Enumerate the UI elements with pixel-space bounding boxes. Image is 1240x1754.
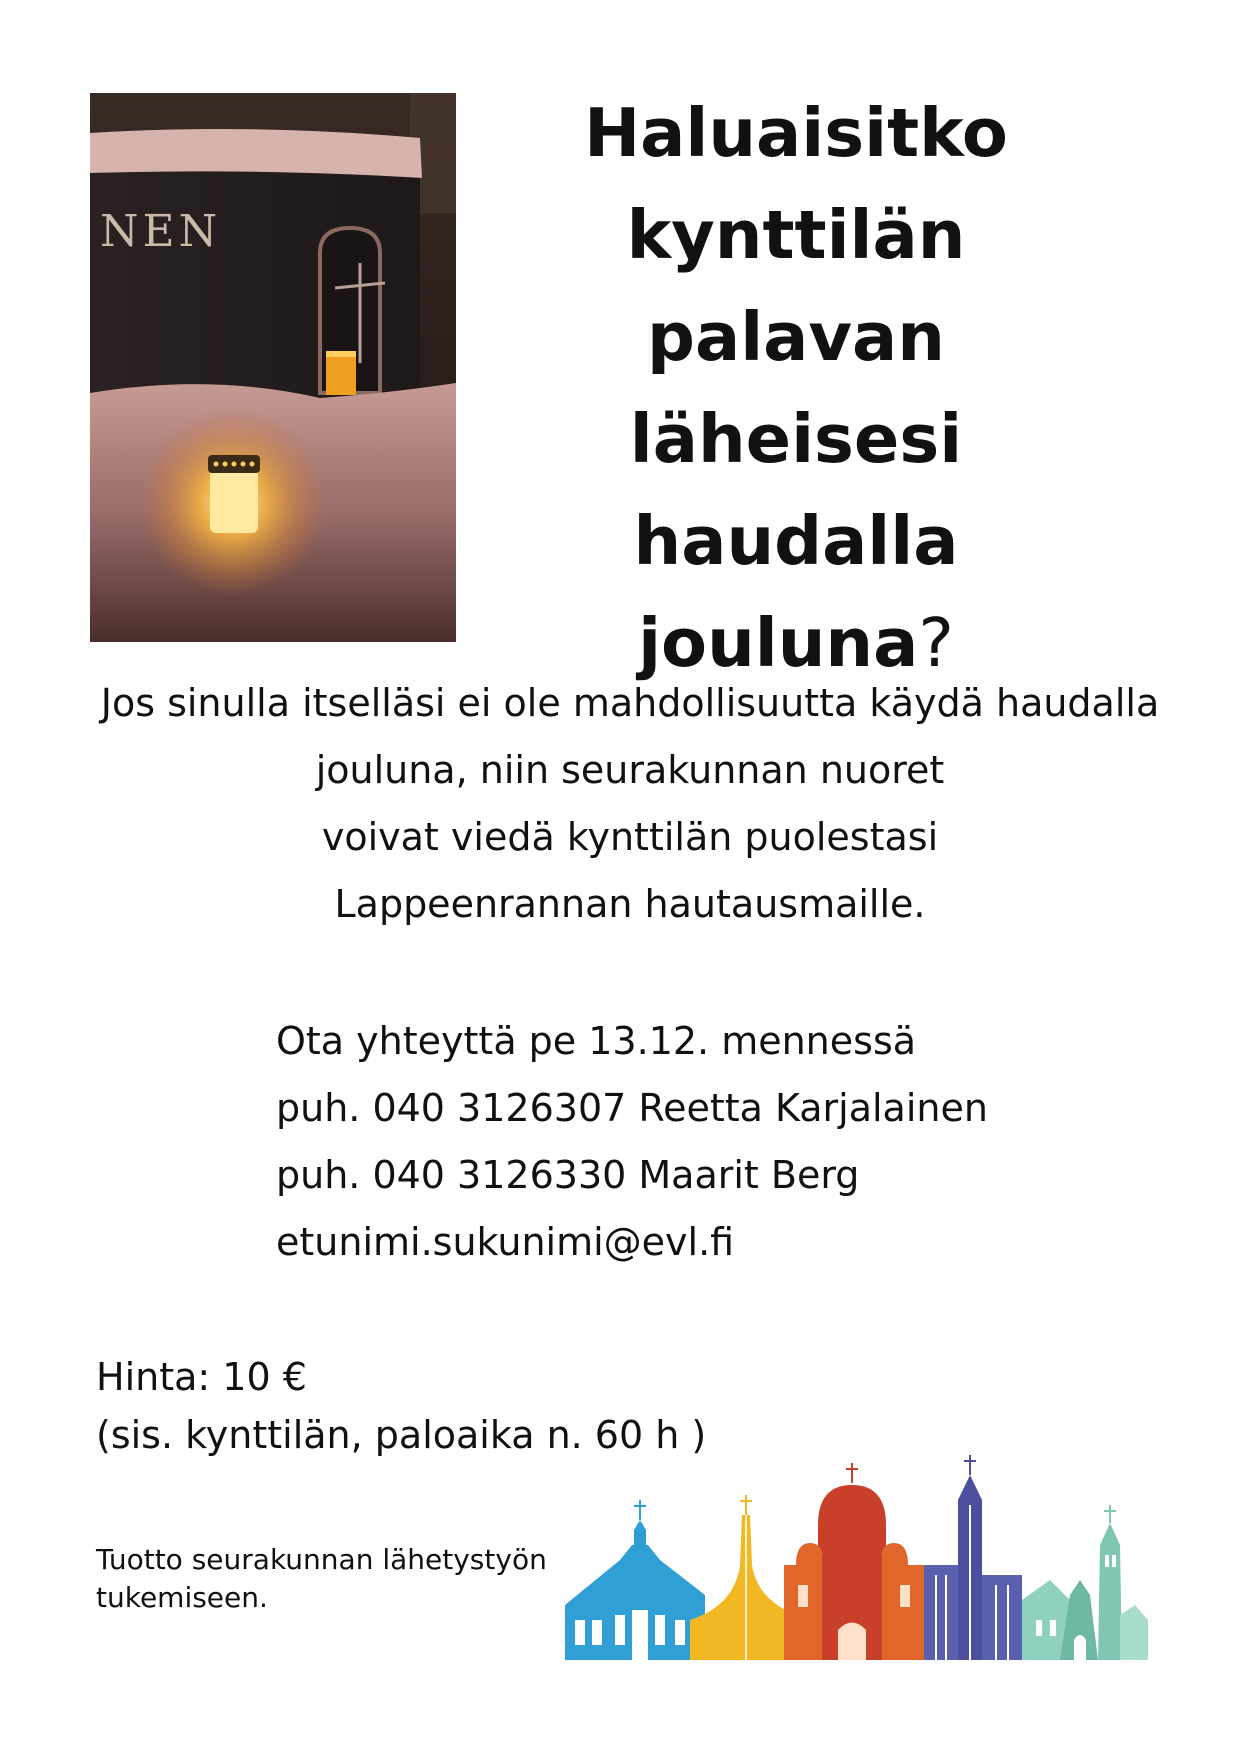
intro-line-3: voivat viedä kynttilän puolestasi xyxy=(321,815,939,859)
grave-candle-illustration xyxy=(90,93,456,642)
contact-deadline: Ota yhteyttä pe 13.12. mennessä xyxy=(276,1019,917,1063)
indigo-church xyxy=(924,1455,1022,1660)
headline xyxy=(480,82,1112,694)
headline-line-1: Haluaisitko xyxy=(584,94,1008,172)
contact-phone-reetta[interactable]: puh. 040 3126307 Reetta Karjalainen xyxy=(276,1086,988,1130)
headline-line-2: kynttilän xyxy=(626,196,966,274)
intro-line-4: Lappeenrannan hautausmaille. xyxy=(334,882,926,926)
blue-church xyxy=(565,1500,705,1660)
price-info xyxy=(96,1348,996,1464)
intro-line-1: Jos sinulla itselläsi ei ole mahdollisuutta käydä haudalla xyxy=(100,681,1160,725)
headline-line-3: palavan läheisesi xyxy=(629,298,963,478)
engraved-text: NEN xyxy=(100,206,222,257)
headline-question-mark: ? xyxy=(918,604,954,682)
church-skyline-logo xyxy=(560,1455,1148,1665)
red-church xyxy=(784,1463,924,1660)
price-note: (sis. kynttilän, paloaika n. 60 h ) xyxy=(96,1413,707,1457)
contact-email[interactable]: etunimi.sukunimi@evl.fi xyxy=(276,1220,735,1264)
grave-candle-photo xyxy=(90,93,456,642)
teal-church xyxy=(1022,1505,1148,1660)
proceeds-note xyxy=(96,1541,616,1617)
contact-phone-maarit[interactable]: puh. 040 3126330 Maarit Berg xyxy=(276,1153,860,1197)
headline-last-word: jouluna xyxy=(638,604,919,682)
headline-line-4: haudalla xyxy=(633,502,959,580)
proceeds-line-2: tukemiseen. xyxy=(96,1581,268,1614)
price-label: Hinta: 10 € xyxy=(96,1355,307,1399)
proceeds-line-1: Tuotto seurakunnan lähetystyön xyxy=(96,1543,547,1576)
intro-paragraph xyxy=(60,670,1200,938)
intro-line-2: jouluna, niin seurakunnan nuoret xyxy=(315,748,945,792)
contact-info xyxy=(276,1008,1176,1276)
